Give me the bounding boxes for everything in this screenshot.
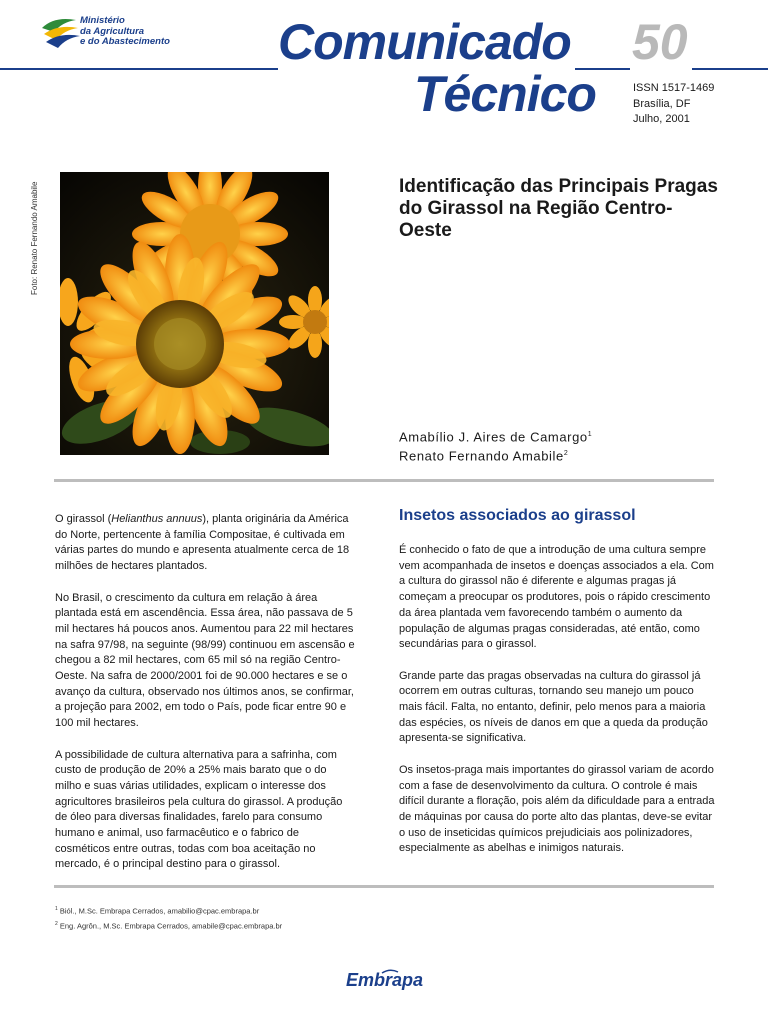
embrapa-logo: [346, 968, 426, 992]
ministry-emblem-icon: [40, 14, 84, 60]
author-2: [399, 445, 592, 464]
issn: ISSN 1517-1469: [633, 82, 715, 94]
ministry-name: [80, 16, 170, 48]
sunflower-photo: [60, 172, 329, 455]
footnote-2-mark: 2: [55, 920, 58, 927]
authors: [399, 426, 592, 465]
left-p1-suffix: ), planta originária da América do Norte, pertencente à família Compositae, é cultivada em várias partes do mundo e apresenta atualmente cerca de 18 milhões de hectares plantados.: [55, 513, 350, 573]
species-name: Helianthus annuus: [111, 513, 203, 525]
series-title-line-1: Comunicado: [278, 14, 575, 70]
publication-info: [633, 81, 714, 128]
photo-credit-text: Foto: Renato Fernando Amabile: [30, 181, 39, 295]
section-heading: Insetos associados ao girassol: [399, 507, 636, 524]
embrapa-logo-text: Embrapa: [346, 970, 424, 990]
right-column: [399, 543, 717, 873]
ministry-line-2: da Agricultura: [80, 25, 145, 37]
author-1-footnote-mark: 1: [587, 431, 593, 438]
series-title-line-2: Técnico: [414, 66, 596, 122]
footnotes: [55, 903, 282, 932]
embrapa-logo-icon: [346, 968, 426, 992]
author-2-name: Renato Fernando Amabile: [399, 448, 564, 464]
left-paragraph-2: No Brasil, o crescimento da cultura em relação à área plantada está em ascendência. Essa área, não passava de 5 mil hectares há poucos anos. Aumentou para 22 mil hectares na safra 97/98, na seguinte (98/99) continuou em ascensão e chegou a 82 mil hectares, com 65 mil só na região Centro-Oeste. Na safra de 2000/2001 foi de 90.000 hectares e se o avanço da cultura, observado nos últimos anos, se confirmar, a projeção para 2002, em todo o País, pode ficar entre 90 e 100 mil hectares.: [55, 591, 355, 730]
divider-bottom: [54, 885, 714, 888]
issue-number: 50: [630, 14, 692, 70]
right-paragraph-2: Grande parte das pragas observadas na cultura do girassol já ocorrem em outras culturas, tornando seu manejo um pouco mais fácil. Falta, no entanto, definir, pelo menos para a maioria das espécies, os níveis de danos em que a queda da produção apresenta-se significativa.: [399, 669, 708, 745]
right-paragraph-3: Os insetos-praga mais importantes do girassol variam de acordo com a fase de desenvolvimento da cultura. O controle é mais difícil durante a floração, pois além da dificuldade para a entrada de máquinas por causa do porte alto das plantas, deve-se evitar o uso de inseticidas químicos prejudiciais aos polinizadores, especialmente as abelhas e inimigos naturais.: [399, 763, 715, 855]
sunflower-image: [60, 172, 329, 455]
author-1: [399, 426, 592, 445]
photo-credit: [22, 172, 62, 295]
article-title: Identificação das Principais Pragas do Girassol na Região Centro-Oeste: [399, 176, 718, 241]
right-paragraph-1: É conhecido o fato de que a introdução de uma cultura sempre vem acompanhada de insetos e doenças associados a ela. Com a cultura do girassol não é diferente e algumas pragas já começam a preocupar os produtores, pois o rápido crescimento da área plantada vem favorecendo também o aumento da população de algumas pragas consideradas, até então, como secundárias para o girassol.: [399, 544, 714, 651]
footnote-1-mark: 1: [55, 906, 58, 912]
footnote-2: [55, 918, 282, 933]
ministry-line-3: e do Abastecimento: [80, 36, 170, 47]
ministry-line-1: Ministério: [80, 15, 125, 26]
divider-top: [54, 479, 714, 482]
footnote-1-text: Biól., M.Sc. Embrapa Cerrados, amabilio@cpac.embrapa.br: [57, 906, 260, 916]
left-p1-prefix: O girassol (: [55, 513, 112, 525]
date: Julho, 2001: [633, 113, 690, 125]
place: Brasília, DF: [633, 97, 691, 110]
left-column: [55, 512, 355, 889]
left-paragraph-3: A possibilidade de cultura alternativa para a safrinha, com custo de produção de 20% a 25% mais barato que o do milho e suas várias utilidades, explicam o interesse dos agricultores brasileiros pela cultura do girassol. A produção de óleo para diversas finalidades, farelo para consumo humano e animal, uso farmacêutico e o fabrico de cosméticos entre outras, todas com boa aceitação no mercado, é o principal destino para o girassol.: [55, 748, 343, 871]
author-1-name: Amabílio J. Aires de Camargo: [399, 429, 588, 445]
author-2-footnote-mark: 2: [563, 450, 569, 458]
left-paragraph-1: [55, 512, 355, 575]
footnote-2-text: Eng. Agrôn., M.Sc. Embrapa Cerrados, amabile@cpac.embrapa.br: [57, 921, 283, 930]
footnote-1: [55, 903, 282, 918]
